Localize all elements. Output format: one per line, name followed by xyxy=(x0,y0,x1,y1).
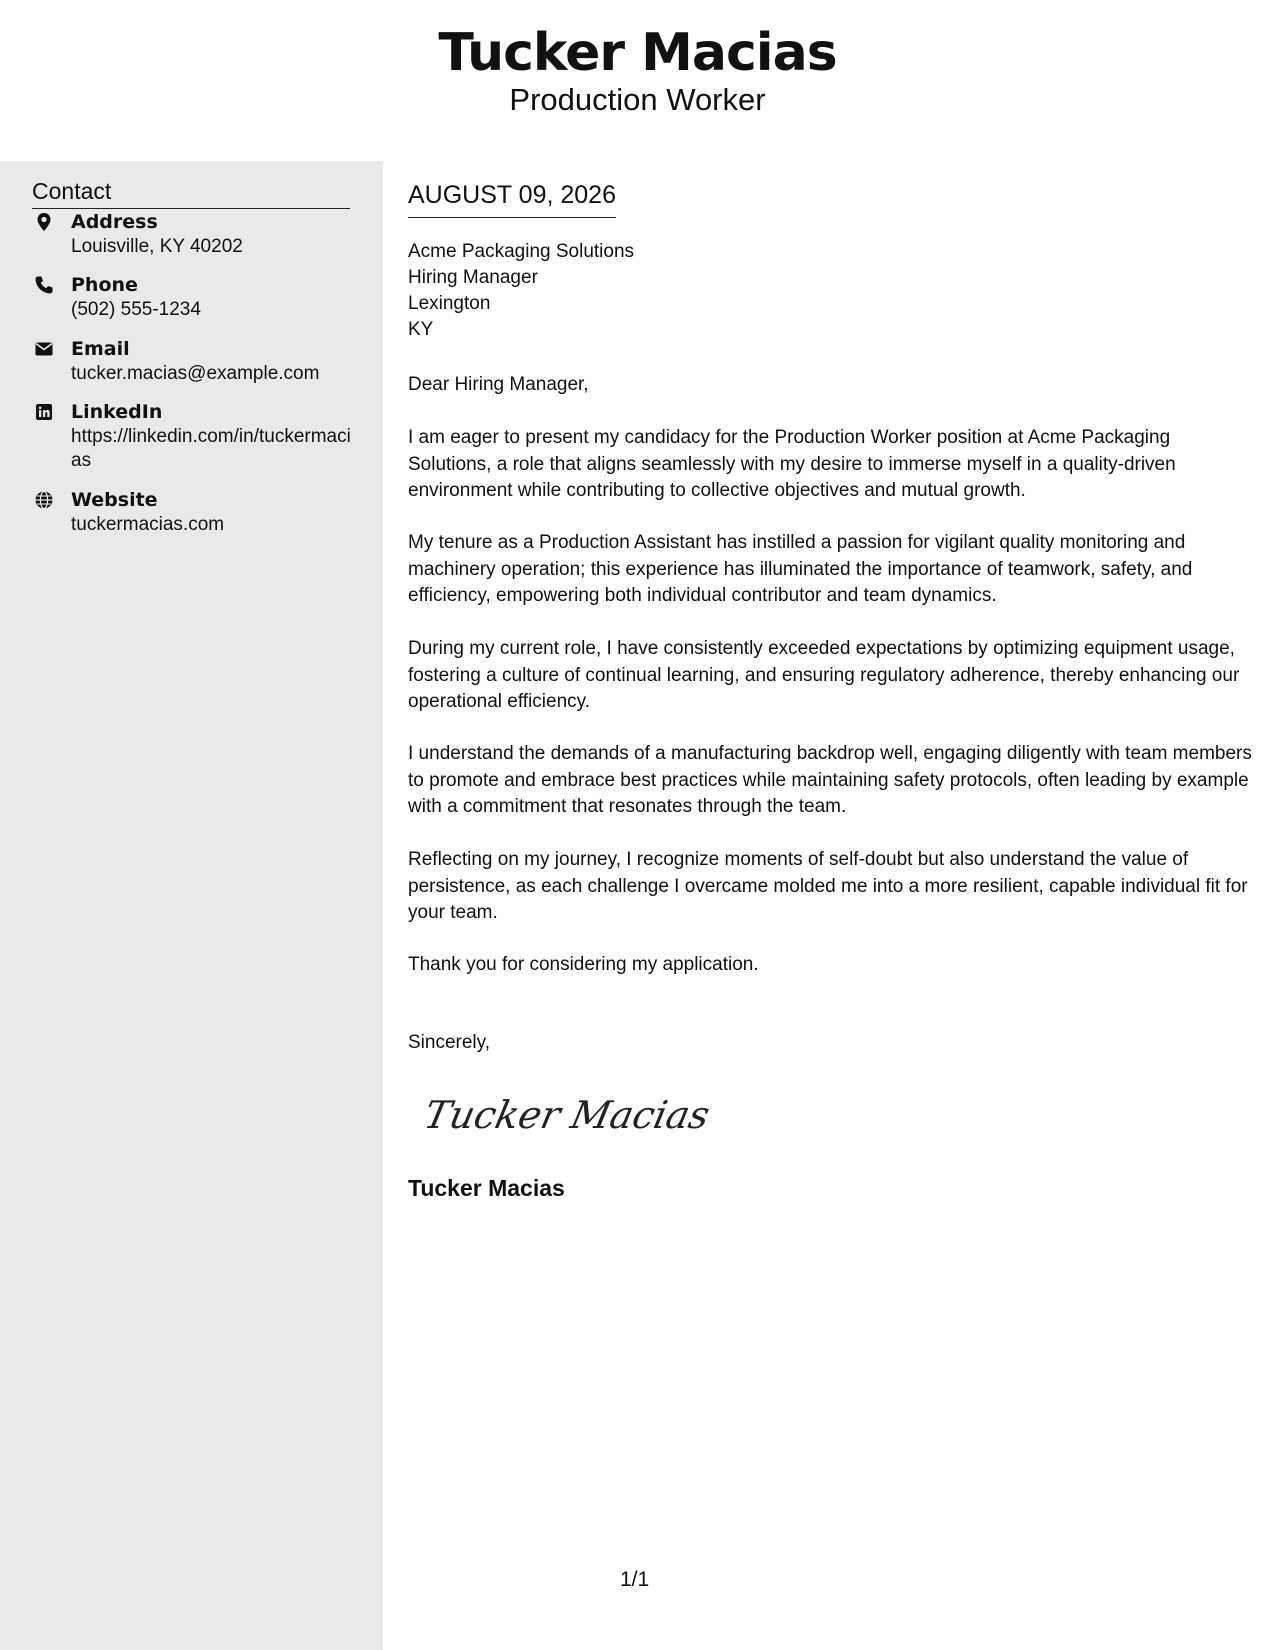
letter-date: AUGUST 09, 2026 xyxy=(408,179,616,218)
contact-website xyxy=(32,488,352,538)
contact-label: Website xyxy=(71,489,158,511)
contact-linkedin xyxy=(32,400,352,475)
globe-icon xyxy=(34,490,54,510)
applicant-name: Tucker Macias xyxy=(438,23,837,83)
contact-value: (502) 555-1234 xyxy=(71,299,201,320)
body-paragraph: I am eager to present my candidacy for the Production Worker position at Acme Packaging Solutions, a role that aligns seamlessly with my desire to immerse myself in a quality-driven environment while contributing to collective objectives and mutual growth. xyxy=(408,427,1176,501)
recipient-state: KY xyxy=(408,319,434,340)
contact-value: https://linkedin.com/in/tuckermacias xyxy=(71,426,351,471)
body-paragraph: During my current role, I have consistently exceeded expectations by optimizing equipment usage, fostering a culture of continual learning, and ensuring regulatory adherence, thereby enhancing our operational efficiency. xyxy=(408,638,1240,712)
contact-label: Address xyxy=(71,211,158,233)
contact-label: Phone xyxy=(71,274,138,296)
body-paragraph: My tenure as a Production Assistant has instilled a passion for vigilant quality monitoring and machinery operation; this experience has illuminated the importance of teamwork, safety, and efficiency, empowering both individual contributor and team dynamics. xyxy=(408,532,1193,606)
signer-name: Tucker Macias xyxy=(408,1175,565,1201)
recipient-title: Hiring Manager xyxy=(408,267,538,288)
contact-label: Email xyxy=(71,338,130,360)
body-paragraph: Reflecting on my journey, I recognize moments of self-doubt but also understand the value of persistence, as each challenge I overcame molded me into a more resilient, capable individual fit for your team. xyxy=(408,849,1248,923)
recipient-block xyxy=(408,239,634,343)
body-paragraph: I understand the demands of a manufacturing backdrop well, engaging diligently with team members to promote and embrace best practices while maintaining safety protocols, often leading by example with a commitment that resonates through the team. xyxy=(408,743,1252,817)
contact-value: Louisville, KY 40202 xyxy=(71,236,243,257)
letter-header xyxy=(0,0,1275,160)
contact-address xyxy=(32,210,352,260)
recipient-city: Lexington xyxy=(408,293,491,314)
contact-value: tuckermacias.com xyxy=(71,514,225,535)
svg-text:Tucker Macias: Tucker Macias xyxy=(420,1093,714,1138)
envelope-icon xyxy=(34,339,54,359)
contact-label: LinkedIn xyxy=(71,401,163,423)
contact-heading: Contact xyxy=(32,176,350,209)
closing: Sincerely, xyxy=(408,1032,491,1053)
page-number: 1/1 xyxy=(620,1568,650,1591)
handwritten-signature xyxy=(418,1082,714,1142)
contact-phone xyxy=(32,273,352,323)
recipient-company: Acme Packaging Solutions xyxy=(408,241,635,262)
salutation: Dear Hiring Manager, xyxy=(408,374,589,395)
map-pin-icon xyxy=(34,212,54,232)
linkedin-icon xyxy=(34,402,54,422)
contact-value: tucker.macias@example.com xyxy=(71,363,320,384)
applicant-role: Production Worker xyxy=(509,82,766,117)
contact-email xyxy=(32,337,352,387)
body-paragraph: Thank you for considering my application. xyxy=(408,954,759,975)
phone-icon xyxy=(34,275,54,295)
